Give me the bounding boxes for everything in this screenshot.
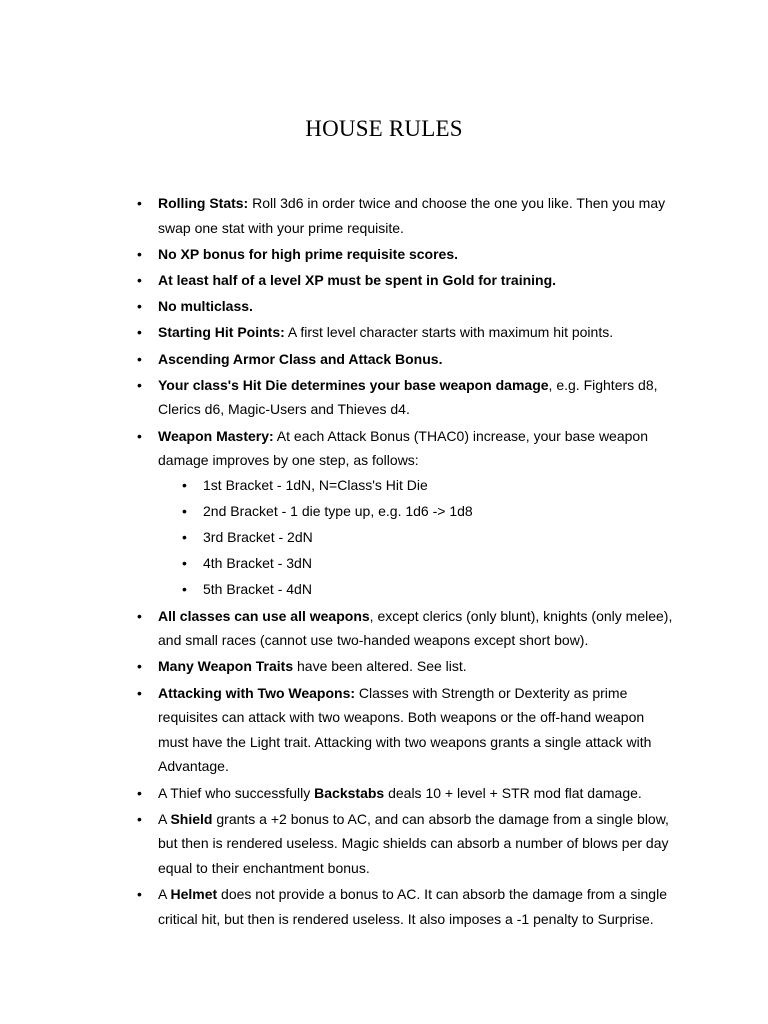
rules-list [137,191,678,933]
rule-text: , except clerics (only blunt), knights (only melee), and small races (cannot use two-handed weapons except short bow). [158,607,673,649]
bracket-text: 1st Bracket - 1dN, N=Class's Hit Die [203,476,428,493]
list-item [137,807,678,881]
list-item [182,551,678,576]
rule-heading: Starting Hit Points: [158,324,285,341]
rule-heading: Attacking with Two Weapons: [158,684,356,701]
list-item [137,681,678,779]
list-item [137,242,678,267]
rule-text: grants a +2 bonus to AC, and can absorb the damage from a single blow, but then is rendered useless. Magic shields can absorb a number of blows per day equal to their enchantment bonus. [158,810,669,876]
list-item [137,882,678,931]
rule-heading: Rolling Stats: [158,195,249,211]
bullet: • [137,784,142,801]
rule-heading: Weapon Mastery: [158,427,274,444]
list-item [137,604,678,653]
list-item [137,294,678,319]
rule-heading: No multiclass. [158,298,253,315]
list-item [137,191,678,240]
bullet: • [182,476,187,493]
bullet: • [137,886,142,903]
rule-heading: All classes can use all weapons [158,607,370,624]
rule-heading: Your class's Hit Die determines your base weapon damage [158,376,549,393]
list-item [137,781,678,806]
bullet: • [137,271,142,288]
list-item [182,577,678,602]
bullet: • [182,555,187,572]
list-item [182,473,678,498]
list-item [137,654,678,679]
bracket-text: 5th Bracket - 4dN [203,581,312,598]
bracket-list [182,473,678,602]
rule-text: A first level character starts with maximum hit points. [284,324,614,341]
bracket-text: 2nd Bracket - 1 die type up, e.g. 1d6 -> 1d8 [203,502,473,519]
list-item [137,320,678,345]
bullet: • [137,324,142,341]
bullet: • [137,658,142,675]
bullet: • [137,810,142,827]
bracket-text: 4th Bracket - 3dN [203,555,312,572]
rule-text: does not provide a bonus to AC. It can absorb the damage from a single critical hit, but then is rendered useless. It also imposes a -1 penalty to Surprise. [158,886,667,927]
list-item [137,373,678,422]
rule-text: deals 10 + level + STR mod flat damage. [384,784,642,801]
page-title: HOUSE RULES [305,116,463,141]
bullet: • [137,350,142,367]
bullet: • [137,195,142,211]
bullet: • [137,684,142,701]
rule-text: A [158,810,171,827]
rule-keyword: Helmet [170,886,218,903]
rule-keyword: Shield [170,810,213,827]
bullet: • [182,581,187,598]
rule-heading: No XP bonus for high prime requisite scores. [158,245,459,262]
rule-text: At each Attack Bonus (THAC0) increase, your base weapon damage improves by one step, as follows: [158,427,648,469]
bracket-text: 3rd Bracket - 2dN [203,529,313,546]
list-item [182,525,678,550]
bullet: • [137,245,142,262]
rule-keyword: Backstabs [314,784,385,801]
rule-text: A [158,886,171,903]
rule-text: A Thief who successfully [158,784,315,801]
rule-heading: Ascending Armor Class and Attack Bonus. [158,350,443,367]
rule-text: Classes with Strength or Dexterity as prime requisites can attack with two weapons. Both weapons or the off-hand weapon must have the Light trait. Attacking with two weapons grants a single attack with Advantage. [158,684,652,775]
bullet: • [137,607,142,624]
bullet: • [137,427,142,444]
list-item [137,424,678,603]
list-item [182,499,678,524]
bullet: • [137,376,142,393]
rule-heading: Many Weapon Traits [158,658,294,675]
list-item [137,268,678,293]
bullet: • [182,529,187,546]
rule-text: Roll 3d6 in order twice and choose the one you like. Then you may swap one stat with your prime requisite. [158,195,666,236]
rule-text: have been altered. See list. [293,658,467,675]
list-item [137,347,678,372]
rule-heading: At least half of a level XP must be spent in Gold for training. [158,271,557,288]
bullet: • [137,298,142,315]
rule-text: , e.g. Fighters d8, Clerics d6, Magic-Users and Thieves d4. [158,376,658,418]
bullet: • [182,502,187,519]
